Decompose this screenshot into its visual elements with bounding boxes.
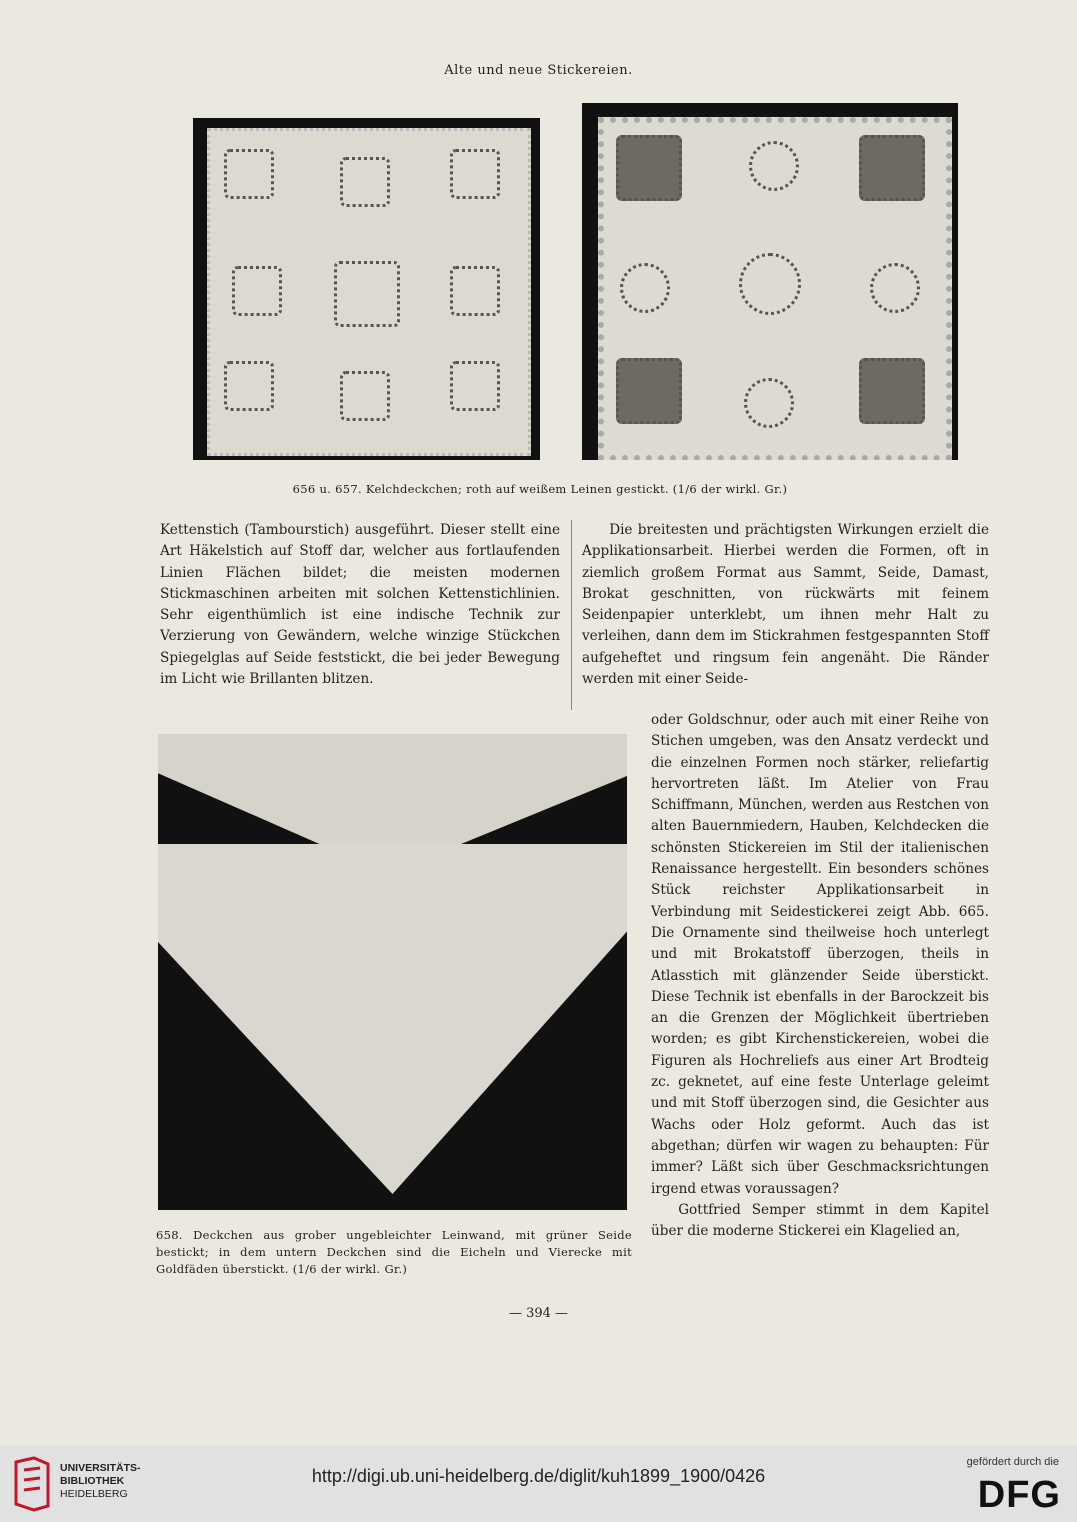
photo-657: [582, 103, 958, 460]
right-column-text-top: [582, 520, 989, 690]
library-name: UNIVERSITÄTS- BIBLIOTHEK HEIDELBERG: [60, 1462, 141, 1500]
right-column-text-continued: [651, 710, 989, 1242]
page-number: — 394 —: [508, 1306, 569, 1321]
caption-656-657: 656 u. 657. Kelchdeckchen; roth auf weißem Leinen gestickt. (1/6 der wirkl. Gr.): [292, 482, 788, 496]
dfg-logo: DFG: [977, 1474, 1061, 1516]
cloth-lower: [158, 844, 627, 1194]
right-paragraph-top: Die breitesten und prächtigsten Wirkungen erzielt die Applikationsarbeit. Hierbei werden die Formen, oft in ziemlich großem Format aus Sammt, Seide, Damast, Brokat geschnitten, von rückwärts mit feinem Seidenpapier unterklebt, um ihnen mehr Halt zu verleihen, dann dem im Stickrahmen festgespannten Stoff aufgeheftet und ringsum fein angenäht. Die Ränder werden mit einer Seide-: [582, 522, 989, 688]
permalink-url[interactable]: http://digi.ub.uni-heidelberg.de/diglit/kuh1899_1900/0426: [311, 1466, 766, 1486]
right-paragraph-continued: oder Goldschnur, oder auch mit einer Reihe von Stichen umgeben, was den Ansatz verdeckt und die einzelnen Formen noch stärker, reliefartig hervortreten läßt. Im Atelier von Frau Schiffmann, München, werden aus Restchen von alten Bauernmiedern, Hauben, Kelchdecken die schönsten Stickereien im Stil der italienischen Renaissance hergestellt. Ein besonders schönes Stück reichster Applikationsarbeit in Verbindung mit Seidestickerei zeigt Abb. 665. Die Ornamente sind theilweise hoch unterlegt und mit Brokatstoff überzogen, theils in Atlasstich mit glänzender Seide überstickt. Diese Technik ist ebenfalls in der Barockzeit bis an die Grenzen der Möglichkeit übertrieben worden; es gibt Kirchenstickereien, wobei die Figuren als Hochreliefs aus einer Art Brodteig zc. geknetet, auf eine feste Unterlage geleimt und mit Stoff überzogen sind, die Gesichter aus Wachs oder Holz geformt. Auch das ist abgethan; dürfen wir wagen zu behaupten: Für immer? Läßt sich über Geschmacksrichtungen irgend etwas voraussagen?: [651, 712, 989, 1197]
left-paragraph: Kettenstich (Tambourstich) ausgeführt. Dieser stellt eine Art Häkelstich auf Stoff dar, welcher aus fortlaufenden Linien Flächen bildet; die meisten modernen Stickmaschinen arbeiten mit solchen Kettenstichlinien. Sehr eigenthümlich ist eine indische Technik zur Verzierung von Gewändern, welche winzige Stückchen Spiegelglas auf Seide feststickt, die bei jeder Bewegung im Licht wie Brillanten blitzen.: [160, 522, 560, 688]
caption-658: 658. Deckchen aus grober ungebleichter Leinwand, mit grüner Seide bestickt; in dem untern Deckchen sind die Eicheln und Vierecke mit Goldfäden überstickt. (1/6 der wirkl. Gr.): [156, 1228, 632, 1276]
footer-bar: [0, 1446, 1077, 1522]
funding-note: gefördert durch die: [966, 1456, 1059, 1468]
left-column-text: [160, 520, 560, 690]
photo-658: [158, 734, 627, 1210]
column-divider: [571, 520, 572, 710]
running-head: Alte und neue Stickereien.: [444, 63, 633, 78]
photo-656: [193, 118, 540, 460]
right-paragraph-last: Gottfried Semper stimmt in dem Kapitel über die moderne Stickerei ein Klagelied an,: [651, 1201, 989, 1240]
